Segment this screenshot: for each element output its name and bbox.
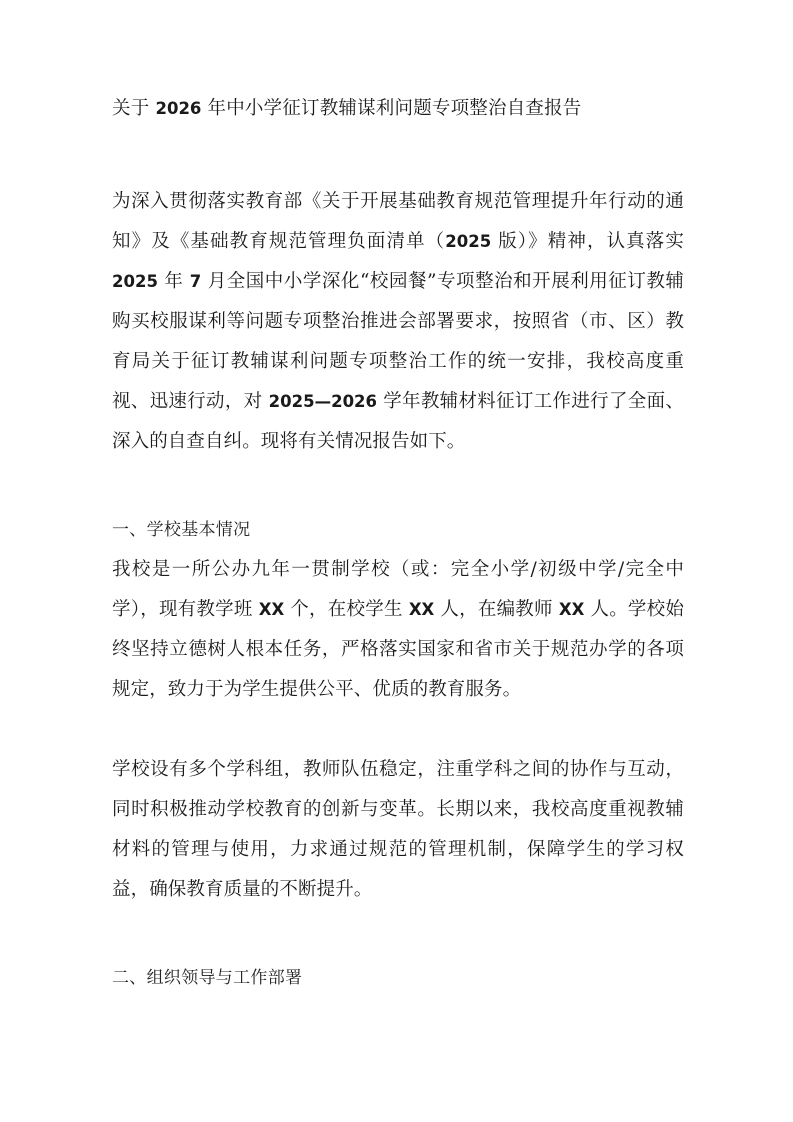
spacer-between-paragraphs <box>112 710 684 750</box>
section-heading-2: 二、组织领导与工作部署 <box>112 968 303 988</box>
school-overview-paragraph: 我校是一所公办九年一贯制学校（或：完全小学/初级中学/完全中学），现有教学班 XX 个，在校学生 XX 人，在编教师 XX 人。学校始终坚持立德树人根本任务，严格落实国家和省市关于规范办学的各项规定，致力于为学生提供公平、优质的教育服务。 <box>112 559 684 700</box>
latin-run: XX <box>558 600 585 619</box>
spacer-title <box>112 122 684 182</box>
latin-run: XX <box>408 600 435 619</box>
document-content <box>112 96 684 998</box>
page-title: 关于 2026 年中小学征订教辅谋利问题专项整治自查报告 <box>112 98 582 119</box>
section-heading-1: 一、学校基本情况 <box>112 520 251 540</box>
latin-run: 2025 <box>112 272 158 291</box>
spacer-before-section-1 <box>112 462 684 510</box>
latin-run: 7 <box>189 272 202 291</box>
latin-run: 2026 <box>155 99 202 118</box>
intro-paragraph: 为深入贯彻落实教育部《关于开展基础教育规范管理提升年行动的通知》及《基础教育规范管理负面清单（2025 版）》精神，认真落实 2025 年 7 月全国中小学深化“校园餐”专项整治和开展利用征订教辅购买校服谋利等问题专项整治推进会部署要求，按照省（市、区）教育局关于征订教辅谋利问题专项整治工作的统一安排，我校高度重视、迅速行动，对 2025—2026 学年教辅材料征订工作进行了全面、深入的自查自纠。现将有关情况报告如下。 <box>112 191 685 452</box>
latin-run: 2025 <box>445 232 492 251</box>
school-management-paragraph: 学校设有多个学科组，教师队伍稳定，注重学科之间的协作与互动，同时积极推动学校教育的创新与变革。长期以来，我校高度重视教辅材料的管理与使用，力求通过规范的管理机制，保障学生的学习权益，确保教育质量的不断提升。 <box>112 759 684 900</box>
latin-run: 2025—2026 <box>268 392 378 411</box>
spacer-before-section-2 <box>112 910 684 958</box>
latin-run: XX <box>258 600 285 619</box>
